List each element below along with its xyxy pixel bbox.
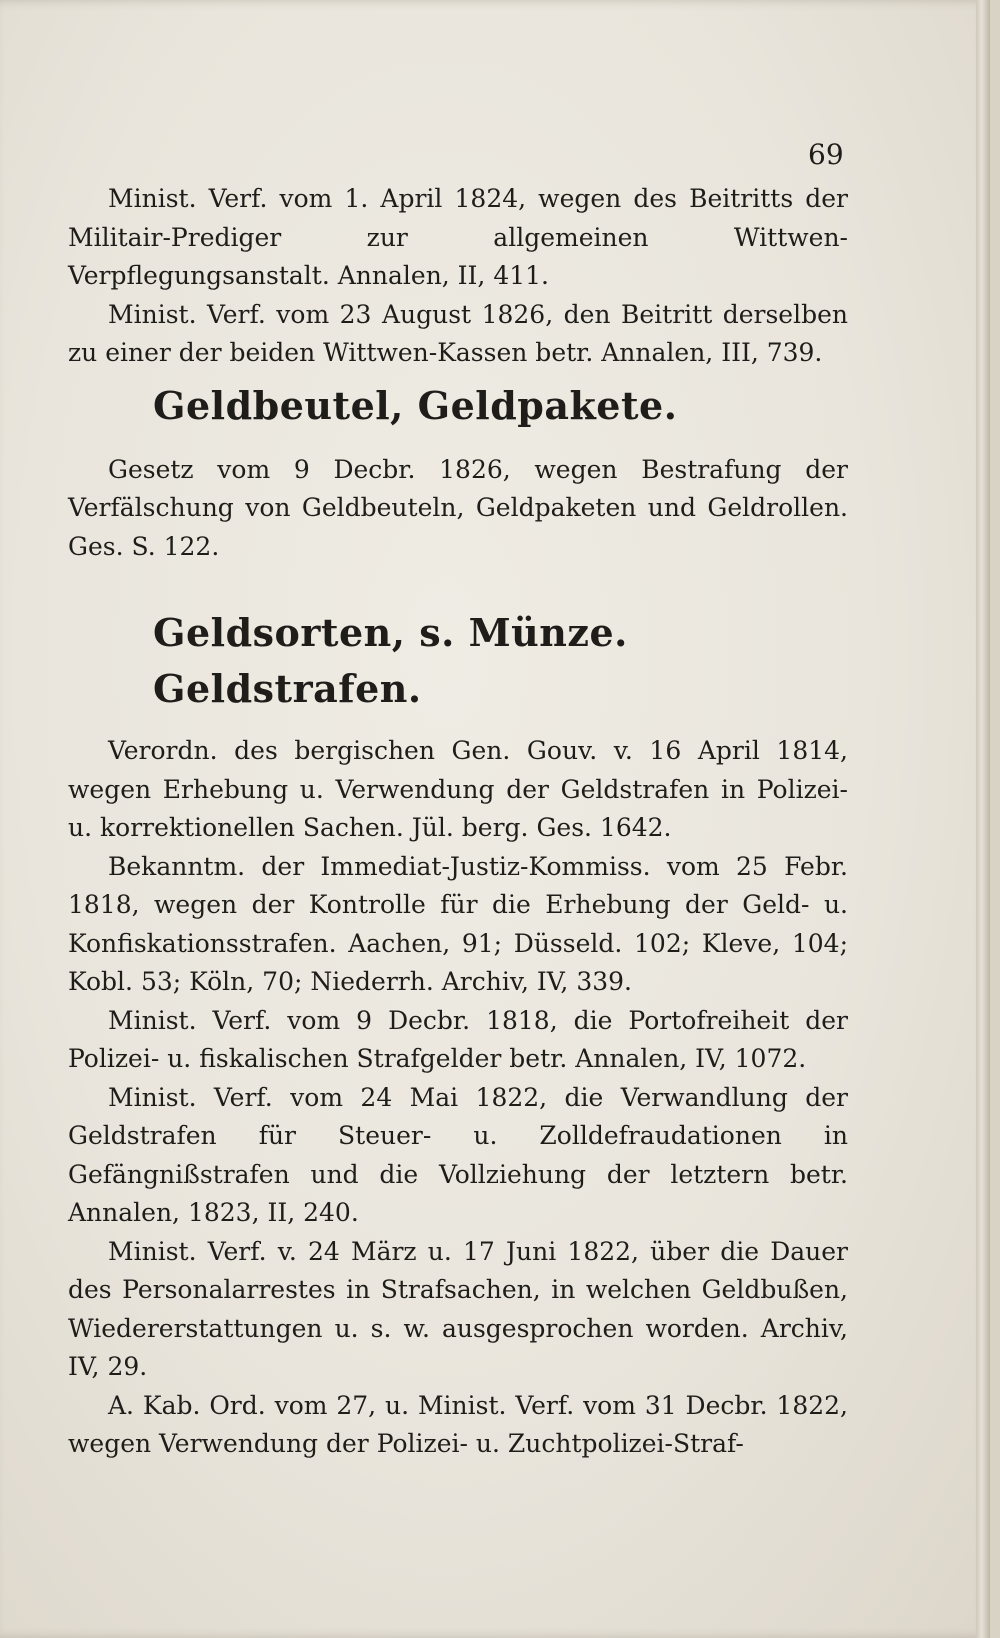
entry-verwandlung: Minist. Verf. vom 24 Mai 1822, die Verwandlung der Geldstrafen für Steuer- u. Zolldefraudationen in Gefängnißstrafen und die Vollziehung der letztern betr. Annalen, 1823, II, 240. — [68, 1082, 848, 1227]
page-edge — [976, 0, 990, 1638]
heading-geldbeutel: Geldbeutel, Geldpakete. — [153, 382, 678, 428]
entry-portofreiheit: Minist. Verf. vom 9 Decbr. 1818, die Portofreiheit der Polizei- u. fiskalischen Strafgelder betr. Annalen, IV, 1072. — [68, 1005, 848, 1073]
entry-gesetz-geldbeutel: Gesetz vom 9 Decbr. 1826, wegen Bestrafung der Verfälschung von Geldbeuteln, Geldpaketen und Geldrollen. Ges. S. 122. — [68, 454, 848, 561]
entry-wittwen-kassen: Minist. Verf. vom 23 August 1826, den Beitritt derselben zu einer der beiden Wittwen-Kassen betr. Annalen, III, 739. — [68, 299, 848, 367]
heading-geldstrafen: Geldstrafen. — [153, 666, 422, 711]
page-number: 69 — [808, 138, 844, 171]
entry-kab-ord: A. Kab. Ord. vom 27, u. Minist. Verf. vom 31 Decbr. 1822, wegen Verwendung der Polizei- u. Zuchtpolizei-Straf- — [68, 1390, 848, 1458]
entry-personalarrest: Minist. Verf. v. 24 März u. 17 Juni 1822, über die Dauer des Personalarrestes in Strafsachen, in welchen Geldbußen, Wiedererstattungen u. s. w. ausgesprochen worden. Archiv, IV, 29. — [68, 1236, 848, 1381]
heading-geldsorten: Geldsorten, s. Münze. — [153, 610, 628, 655]
entry-militair-prediger: Minist. Verf. vom 1. April 1824, wegen des Beitritts der Militair-Prediger zur allgemeinen Wittwen-Verpflegungsanstalt. Annalen, II, 411. — [68, 184, 848, 290]
entry-verordn-bergisch: Verordn. des bergischen Gen. Gouv. v. 16 April 1814, wegen Erhebung u. Verwendung der Geldstrafen in Polizei- u. korrektionellen Sachen. Jül. berg. Ges. 1642. — [68, 736, 848, 842]
entry-bekanntm-immediat: Bekanntm. der Immediat-Justiz-Kommiss. vom 25 Febr. 1818, wegen der Kontrolle für die Erhebung der Geld- u. Konfiskationsstrafen. Aachen, 91; Düsseld. 102; Kleve, 104; Kobl. 53; Köln, 70; Niederrh. Archiv, IV, 339. — [68, 851, 848, 996]
text-body — [68, 180, 848, 1464]
